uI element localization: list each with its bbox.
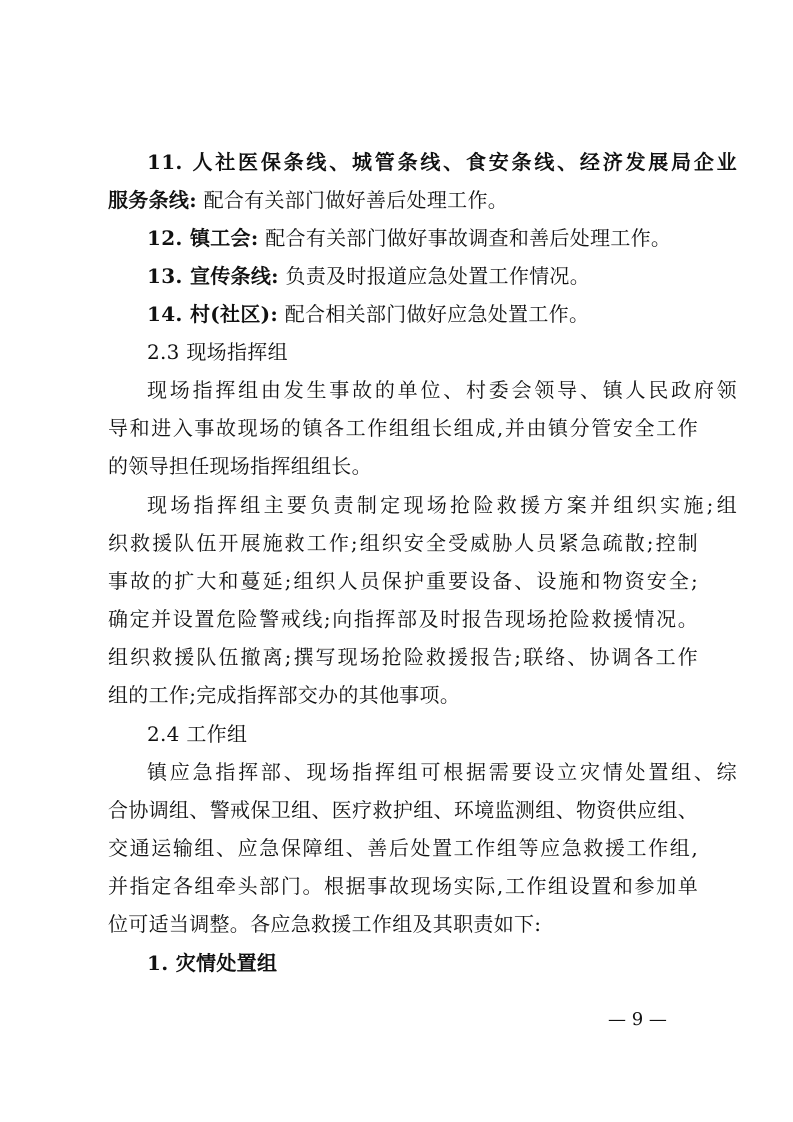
section-2-4-para1-line: 合协调组、警戒保卫组、医疗救护组、环境监测组、物资供应组、 xyxy=(108,798,698,822)
section-2-4-para1-line: 并指定各组牵头部门。根据事故现场实际,工作组设置和参加单 xyxy=(108,874,698,898)
section-2-3-para2-line: 组的工作;完成指挥部交办的其他事项。 xyxy=(108,683,461,707)
section-2-4-sub1-heading: 1. 灾情处置组 xyxy=(147,951,278,975)
item-14 xyxy=(147,301,737,327)
section-2-3-para1-line: 现场指挥组由发生事故的单位、村委会领导、镇人民政府领 xyxy=(147,378,737,402)
page-number: — 9 — xyxy=(608,1009,667,1030)
section-2-4-para1-line: 位可适当调整。各应急救援工作组及其职责如下: xyxy=(108,912,542,936)
item-14-text: 配合相关部门做好应急处置工作。 xyxy=(284,302,590,326)
section-2-3-para2-line: 确定并设置危险警戒线;向指挥部及时报告现场抢险救援情况。 xyxy=(108,607,698,631)
section-2-3-para2-line: 现场指挥组主要负责制定现场抢险救援方案并组织实施;组 xyxy=(147,493,737,517)
item-14-title: 14. 村(社区): xyxy=(147,302,279,326)
item-13-text: 负责及时报道应急处置工作情况。 xyxy=(285,264,591,288)
section-2-4-para1-line: 交通运输组、应急保障组、善后处置工作组等应急救援工作组, xyxy=(108,836,698,860)
section-2-3-para2-line: 组织救援队伍撤离;撰写现场抢险救援报告;联络、协调各工作 xyxy=(108,645,698,669)
section-2-3-heading: 2.3 现场指挥组 xyxy=(147,340,288,364)
item-11-title-line1: 11. 人社医保条线、城管条线、食安条线、经济发展局企业 xyxy=(147,150,737,174)
section-2-3-para2-line: 事故的扩大和蔓延;组织人员保护重要设备、设施和物资安全; xyxy=(108,569,698,593)
item-11-title-line2: 服务条线: xyxy=(108,188,197,212)
section-2-3-para2-line: 织救援队伍开展施救工作;组织安全受威胁人员紧急疏散;控制 xyxy=(108,531,698,555)
item-13 xyxy=(147,263,737,289)
item-12 xyxy=(147,225,737,251)
item-13-title: 13. 宣传条线: xyxy=(147,264,279,288)
section-2-3-para1-line: 导和进入事故现场的镇各工作组组长组成,并由镇分管安全工作 xyxy=(108,416,698,440)
item-12-text: 配合有关部门做好事故调查和善后处理工作。 xyxy=(265,226,672,250)
item-11-line2 xyxy=(108,187,698,213)
section-2-4-para1-line: 镇应急指挥部、现场指挥组可根据需要设立灾情处置组、综 xyxy=(147,760,737,784)
item-12-title: 12. 镇工会: xyxy=(147,226,259,250)
section-2-3-para1-line: 的领导担任现场指挥组组长。 xyxy=(108,454,372,478)
section-2-4-heading: 2.4 工作组 xyxy=(147,722,248,746)
item-11-text: 配合有关部门做好善后处理工作。 xyxy=(203,188,509,212)
